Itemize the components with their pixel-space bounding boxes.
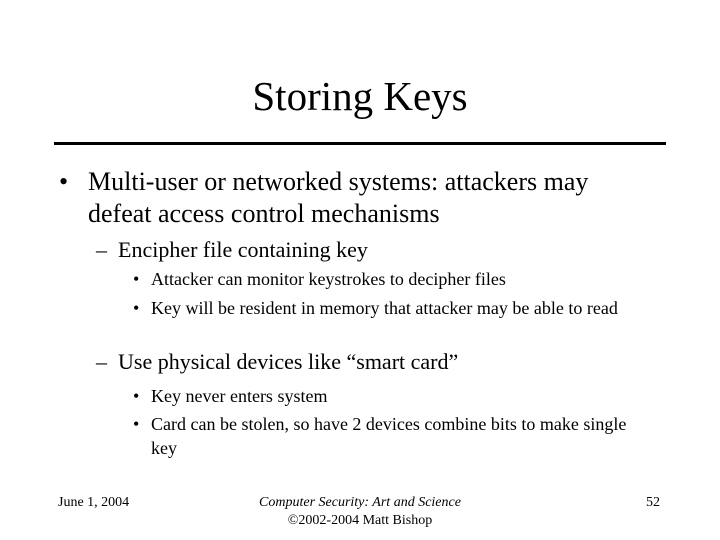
dash-marker: – [96, 349, 107, 374]
bullet-level3 [133, 296, 641, 320]
bullet-text: Key will be resident in memory that attacker may be able to read [151, 298, 618, 318]
bullet-marker: • [133, 298, 140, 318]
bullet-level3 [133, 384, 641, 408]
footer-date: June 1, 2004 [58, 495, 130, 510]
bullet-level2 [96, 236, 638, 263]
bullet-marker: • [133, 414, 140, 434]
bullet-level2 [96, 348, 638, 375]
bullet-text: Use physical devices like “smart card” [118, 349, 459, 374]
title-divider [54, 142, 666, 145]
footer-copyright: ©2002-2004 Matt Bishop [287, 513, 433, 528]
bullet-level3 [133, 267, 641, 291]
bullet-text: Encipher file containing key [118, 237, 368, 262]
bullet-text: Attacker can monitor keystrokes to decipher files [151, 269, 506, 289]
bullet-level3 [133, 412, 641, 460]
bullet-text: Card can be stolen, so have 2 devices combine bits to make single key [151, 414, 627, 458]
footer-course: Computer Security: Art and Science [259, 495, 461, 510]
bullet-level1 [59, 166, 648, 230]
footer-course-info [210, 494, 510, 530]
bullet-marker: • [133, 269, 140, 289]
page-number: 52 [646, 495, 660, 510]
bullet-marker: • [59, 167, 69, 196]
slide-title: Storing Keys [252, 73, 468, 119]
bullet-marker: • [133, 386, 140, 406]
bullet-text: Key never enters system [151, 386, 328, 406]
bullet-text: Multi-user or networked systems: attackers may defeat access control mechanisms [88, 167, 589, 228]
dash-marker: – [96, 237, 107, 262]
